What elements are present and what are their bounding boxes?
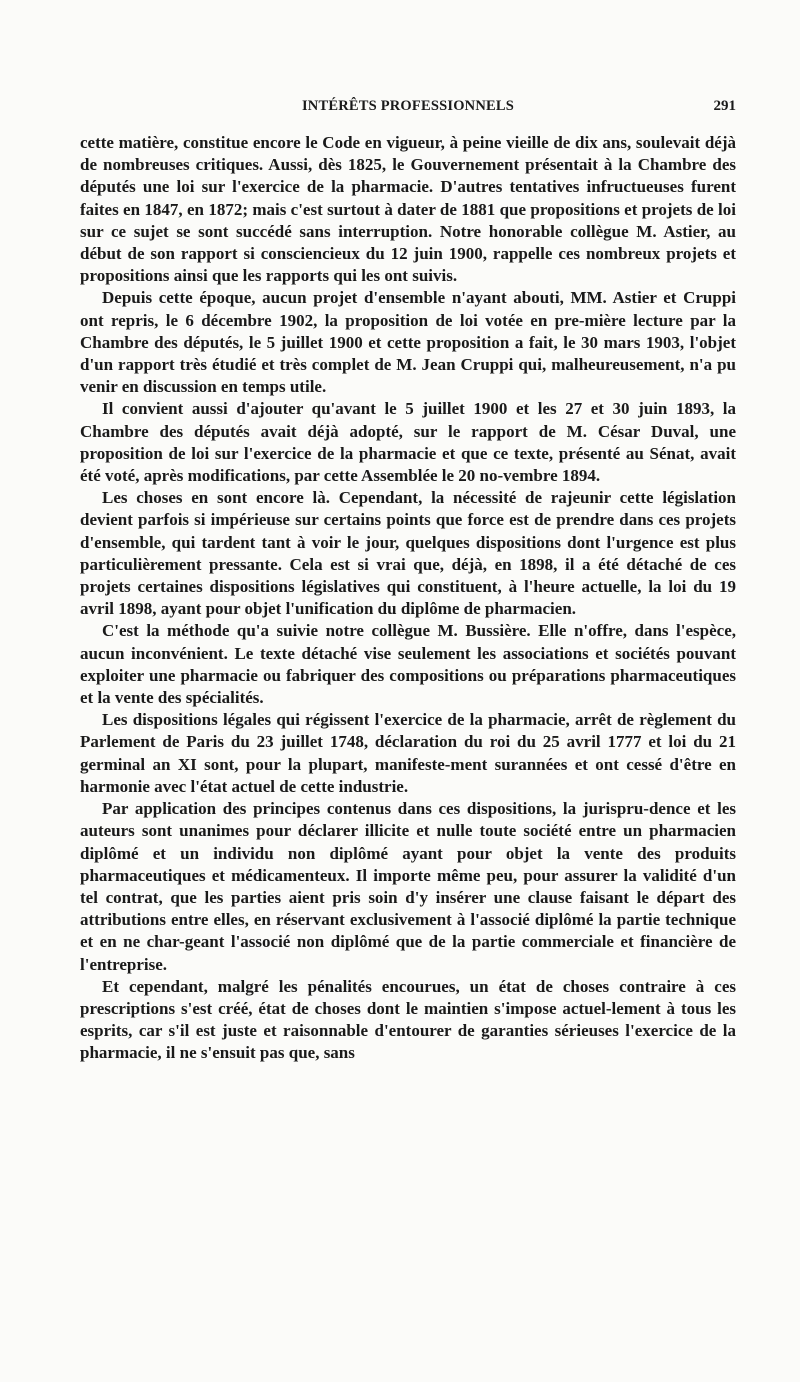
body-text <box>80 132 736 1065</box>
paragraph-8: Et cependant, malgré les pénalités encourues, un état de choses contraire à ces prescriptions s'est créé, état de choses dont le maintien s'impose actuel-lement à tous les esprits, car s'il est juste et raisonnable d'entourer de garanties sérieuses l'exercice de la pharmacie, il ne s'ensuit pas que, sans <box>80 976 736 1063</box>
page-number: 291 <box>713 98 736 114</box>
paragraph-4: Les choses en sont encore là. Cependant, la nécessité de rajeunir cette législation devient parfois si impérieuse sur certains points que force est de prendre dans ces projets d'ensemble, qui tardent tant à voir le jour, quelques dispositions dont l'urgence est plus particulièrement pressante. Cela est si vrai que, déjà, en 1898, il a été détaché de ces projets certaines dispositions législatives qui constituent, à l'heure actuelle, la loi du 19 avril 1898, ayant pour objet l'unification du diplôme de pharmacien. <box>80 488 736 619</box>
paragraph-1: cette matière, constitue encore le Code en vigueur, à peine vieille de dix ans, soulevait déjà de nombreuses critiques. Aussi, dès 1825, le Gouvernement présentait à la Chambre des députés une loi sur l'exercice de la pharmacie. D'autres tentatives infructueuses furent faites en 1847, en 1872; mais c'est surtout à dater de 1881 que propositions et projets de loi sur ce sujet se sont succédé sans interruption. Notre honorable collègue M. Astier, au début de son rapport si consciencieux du 12 juin 1900, rappelle ces nombreux projets et propositions ainsi que les rapports qui les ont suivis. <box>80 133 736 286</box>
running-title: INTÉRÊTS PROFESSIONNELS <box>301 98 515 114</box>
paragraph-5: C'est la méthode qu'a suivie notre collègue M. Bussière. Elle n'offre, dans l'espèce, aucun inconvénient. Le texte détaché vise seulement les associations et sociétés pouvant exploiter une pharmacie ou fabriquer des compositions ou préparations pharmaceutiques et la vente des spécialités. <box>80 621 736 708</box>
paragraph-3: Il convient aussi d'ajouter qu'avant le 5 juillet 1900 et les 27 et 30 juin 1893, la Chambre des députés avait déjà adopté, sur le rapport de M. César Duval, une proposition de loi sur l'exercice de la pharmacie et que ce texte, présenté au Sénat, avait été voté, après modifications, par cette Assemblée le 20 no-vembre 1894. <box>80 399 736 486</box>
paragraph-7: Par application des principes contenus dans ces dispositions, la jurispru-dence et les auteurs sont unanimes pour déclarer illicite et nulle toute société entre un pharmacien diplômé et un individu non diplômé ayant pour objet la vente des produits pharmaceutiques et médicamenteux. Il importe même peu, pour assurer la validité d'un tel contrat, que les parties aient pris soin d'y insérer une clause faisant le départ des attributions entre elles, en réservant exclusivement à l'associé diplômé la partie technique et en ne char-geant l'associé non diplômé que de la partie commerciale et financière de l'entreprise. <box>80 799 736 974</box>
running-head <box>80 98 736 120</box>
paragraph-6: Les dispositions légales qui régissent l'exercice de la pharmacie, arrêt de règlement du Parlement de Paris du 23 juillet 1748, déclaration du roi du 25 avril 1777 et loi du 21 germinal an XI sont, pour la plupart, manifeste-ment surannées et ont cessé d'être en harmonie avec l'état actuel de cette industrie. <box>80 710 736 796</box>
paragraph-2: Depuis cette époque, aucun projet d'ensemble n'ayant abouti, MM. Astier et Cruppi ont repris, le 6 décembre 1902, la proposition de loi votée en pre-mière lecture par la Chambre des députés, le 5 juillet 1900 et cette proposition a fait, le 30 mars 1903, l'objet d'un rapport très étudié et très complet de M. Jean Cruppi qui, malheureusement, n'a pu venir en discussion en temps utile. <box>80 288 736 397</box>
